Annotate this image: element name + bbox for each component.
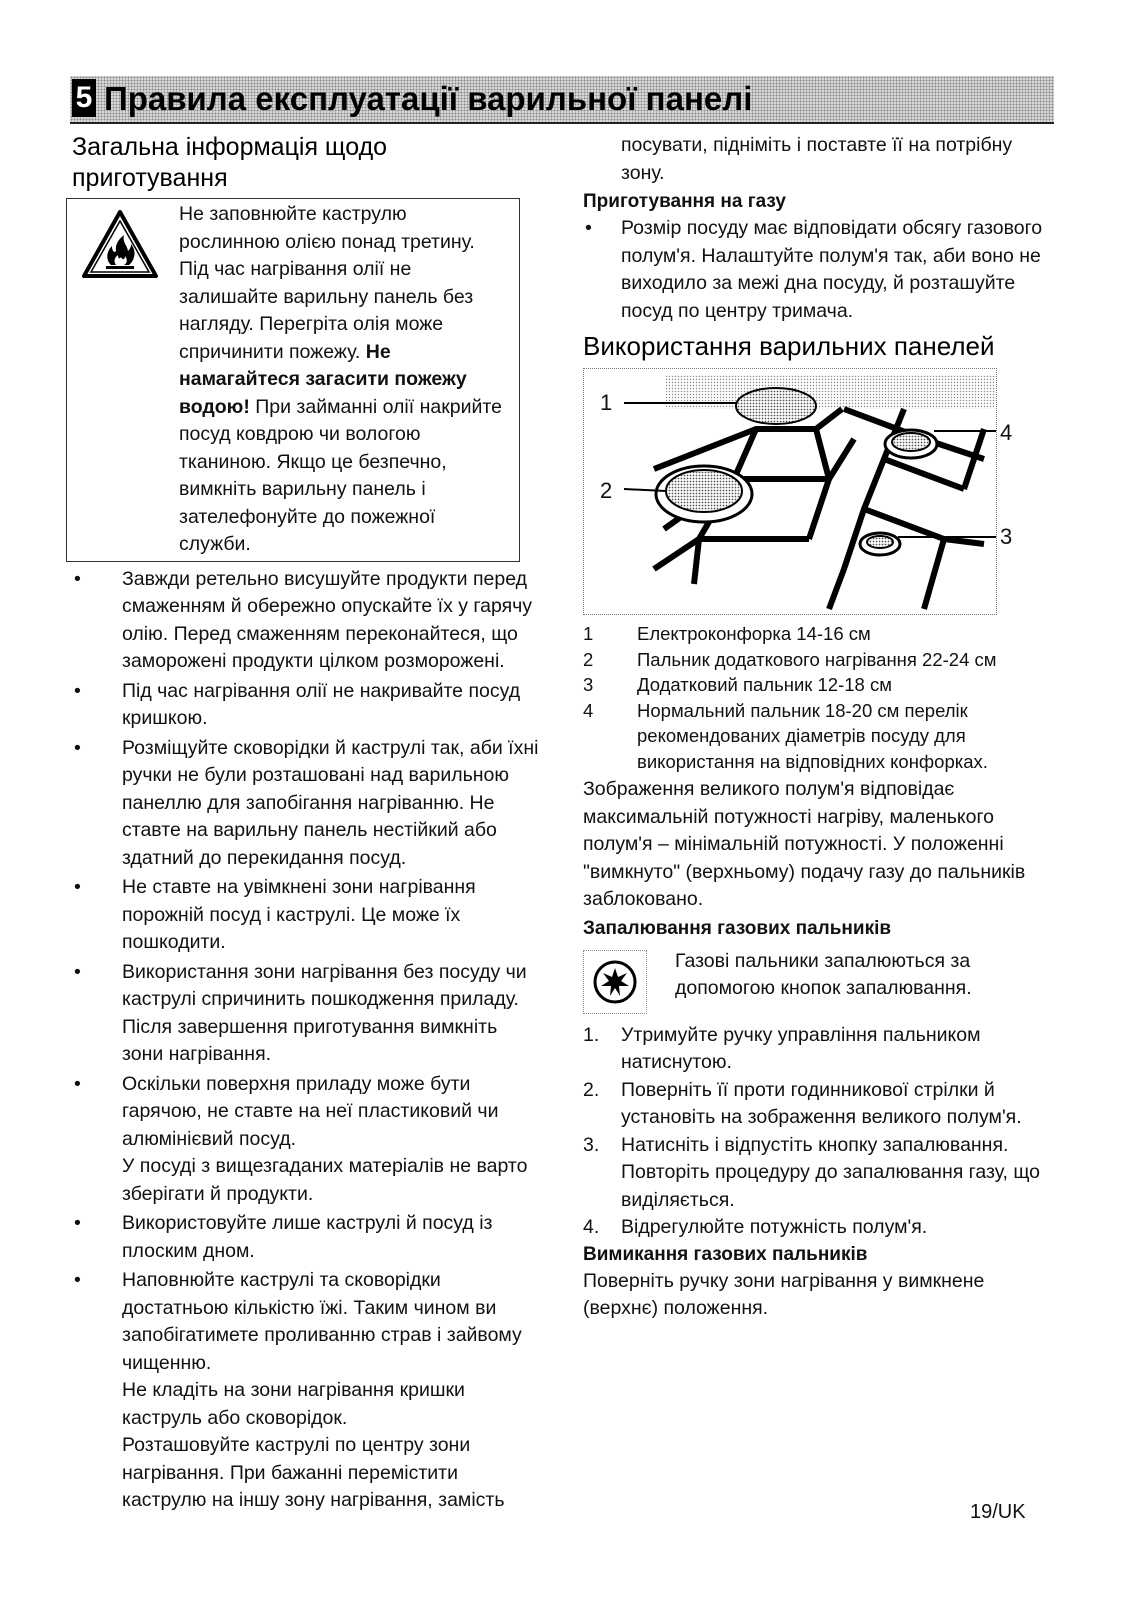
list-item: 2. Поверніть її проти годинникової стрілки й установіть на зображення великого полум'я.: [583, 1078, 1022, 1128]
switch-off-heading: Вимикання газових пальників: [583, 1243, 868, 1265]
list-item: • Використання зони нагрівання без посуду чи каструлі спричинить пошкодження приладу. Після завершення приготування вимкніть зони нагрівання.: [72, 959, 542, 1069]
warning-text-part-2: При займанні олії накрийте посуд ковдрою чи вологою тканиною. Якщо це безпечно, вимкніть варильну панель і зателефонуйте до пожежної служби.: [179, 395, 502, 555]
fire-warning-text: [179, 199, 509, 559]
ignition-text: Газові пальники запалюються за допомогою кнопок запалювання.: [675, 949, 972, 999]
figure-label-3: 3: [1000, 524, 1013, 549]
page-number: 19/UK: [970, 1501, 1026, 1523]
gas-cooking-heading: Приготування на газу: [583, 191, 786, 212]
fire-warning-box: [66, 198, 520, 562]
safety-bullet-list: [72, 566, 542, 1515]
list-item: 1. Утримуйте ручку управління пальником натиснутою.: [583, 1023, 981, 1073]
left-column: [72, 132, 542, 1517]
list-item: • Завжди ретельно висушуйте продукти перед смаженням й обережно опускайте їх у гарячу олію. Перед смаженням переконайтеся, що заморожені продукти цілком розморожені.: [72, 566, 542, 676]
warning-text-bold: Не намагайтеся загасити пожежу водою!: [179, 340, 467, 418]
warning-text-part-1: Не заповнюйте каструлю рослинною олією понад третину. Під час нагрівання олії не залишайте варильну панель без нагляду. Перегріта олія може спричинити пожежу.: [179, 203, 475, 363]
table-row: 1 Електроконфорка 14-16 см: [583, 623, 871, 644]
section-title: Правила експлуатації варильної панелі: [104, 80, 753, 117]
figure-label-4: 4: [1000, 420, 1013, 445]
list-item: 4. Відрегулюйте потужність полум'я.: [583, 1216, 928, 1238]
section-header: [70, 76, 1054, 124]
list-item: • Не ставте на увімкнені зони нагрівання порожній посуд і каструлі. Це може їх пошкодити.: [72, 874, 542, 957]
hob-use-heading: Використання варильних панелей: [583, 331, 995, 361]
ignition-steps: [583, 1022, 1043, 1242]
ignition-heading: Запалювання газових пальників: [583, 917, 892, 939]
list-item: • Розмір посуду має відповідати обсягу газового полум'я. Налаштуйте полум'я так, аби воно не виходило за межі дна посуду, й розташуйте посуд по центру тримача.: [583, 215, 1043, 325]
table-row: 3 Додатковий пальник 12-18 см: [583, 674, 892, 695]
switch-off-text: Поверніть ручку зони нагрівання у вимкнене (верхнє) положення.: [583, 1269, 985, 1319]
section-number: 5: [72, 79, 96, 117]
fire-warning-icon: [81, 209, 159, 279]
list-item: • Оскільки поверхня приладу може бути гарячою, не ставте на неї пластиковий чи алюмінієвий посуд. У посуді з вищезгаданих матеріалів не варто зберігати й продукти.: [72, 1071, 542, 1209]
right-column: [583, 132, 1043, 1323]
list-item: • Під час нагрівання олії не накривайте посуд кришкою.: [72, 678, 542, 733]
list-item: 3. Натисніть і відпустіть кнопку запалювання. Повторіть процедуру до запалювання газу, що виділяється.: [583, 1133, 1041, 1211]
flame-paragraph: Зображення великого полум'я відповідає максимальній потужності нагріву, маленького полум'я – мінімальній потужності. У положенні "вимкнуто" (верхньому) подачу газу до пальників заблоковано.: [583, 778, 1026, 910]
figure-label-2: 2: [600, 478, 613, 503]
figure-label-1: 1: [600, 390, 613, 415]
hob-illustration: [584, 369, 996, 614]
list-item: • Наповнюйте каструлі та сковорідки достатньою кількістю їжі. Таким чином ви запобігатимете проливанню страв і зайвому чищенню. Не кладіть на зони нагрівання кришки каструль або сковорідок. Розташовуйте каструлі по центру зони нагрівання. При бажанні перемістити каструлю на іншу зону нагрівання, замість: [72, 1267, 542, 1515]
hob-diagram: [583, 368, 1013, 615]
list-item: • Використовуйте лише каструлі й посуд із плоским дном.: [72, 1210, 542, 1265]
gas-cooking-list: [583, 215, 1043, 325]
burner-legend: [583, 621, 997, 774]
ignition-spark-icon: [583, 950, 647, 1014]
table-row: 2 Пальник додаткового нагрівання 22-24 см: [583, 648, 997, 670]
ignition-info: [583, 948, 1043, 1018]
list-item: • Розміщуйте сковорідки й каструлі так, аби їхні ручки не були розташовані над варильною панеллю для запобігання нагріванню. Не ставте на варильну панель нестійкий або здатний до перекидання посуд.: [72, 735, 542, 873]
continuation-text: посувати, підніміть і поставте її на потрібну зону.: [621, 134, 1013, 184]
table-row: 4 Нормальний пальник 18-20 см перелік рекомендованих діаметрів посуду для використання на відповідних конфорках.: [583, 699, 988, 772]
general-info-heading: Загальна інформація щодо приготування: [72, 133, 388, 192]
